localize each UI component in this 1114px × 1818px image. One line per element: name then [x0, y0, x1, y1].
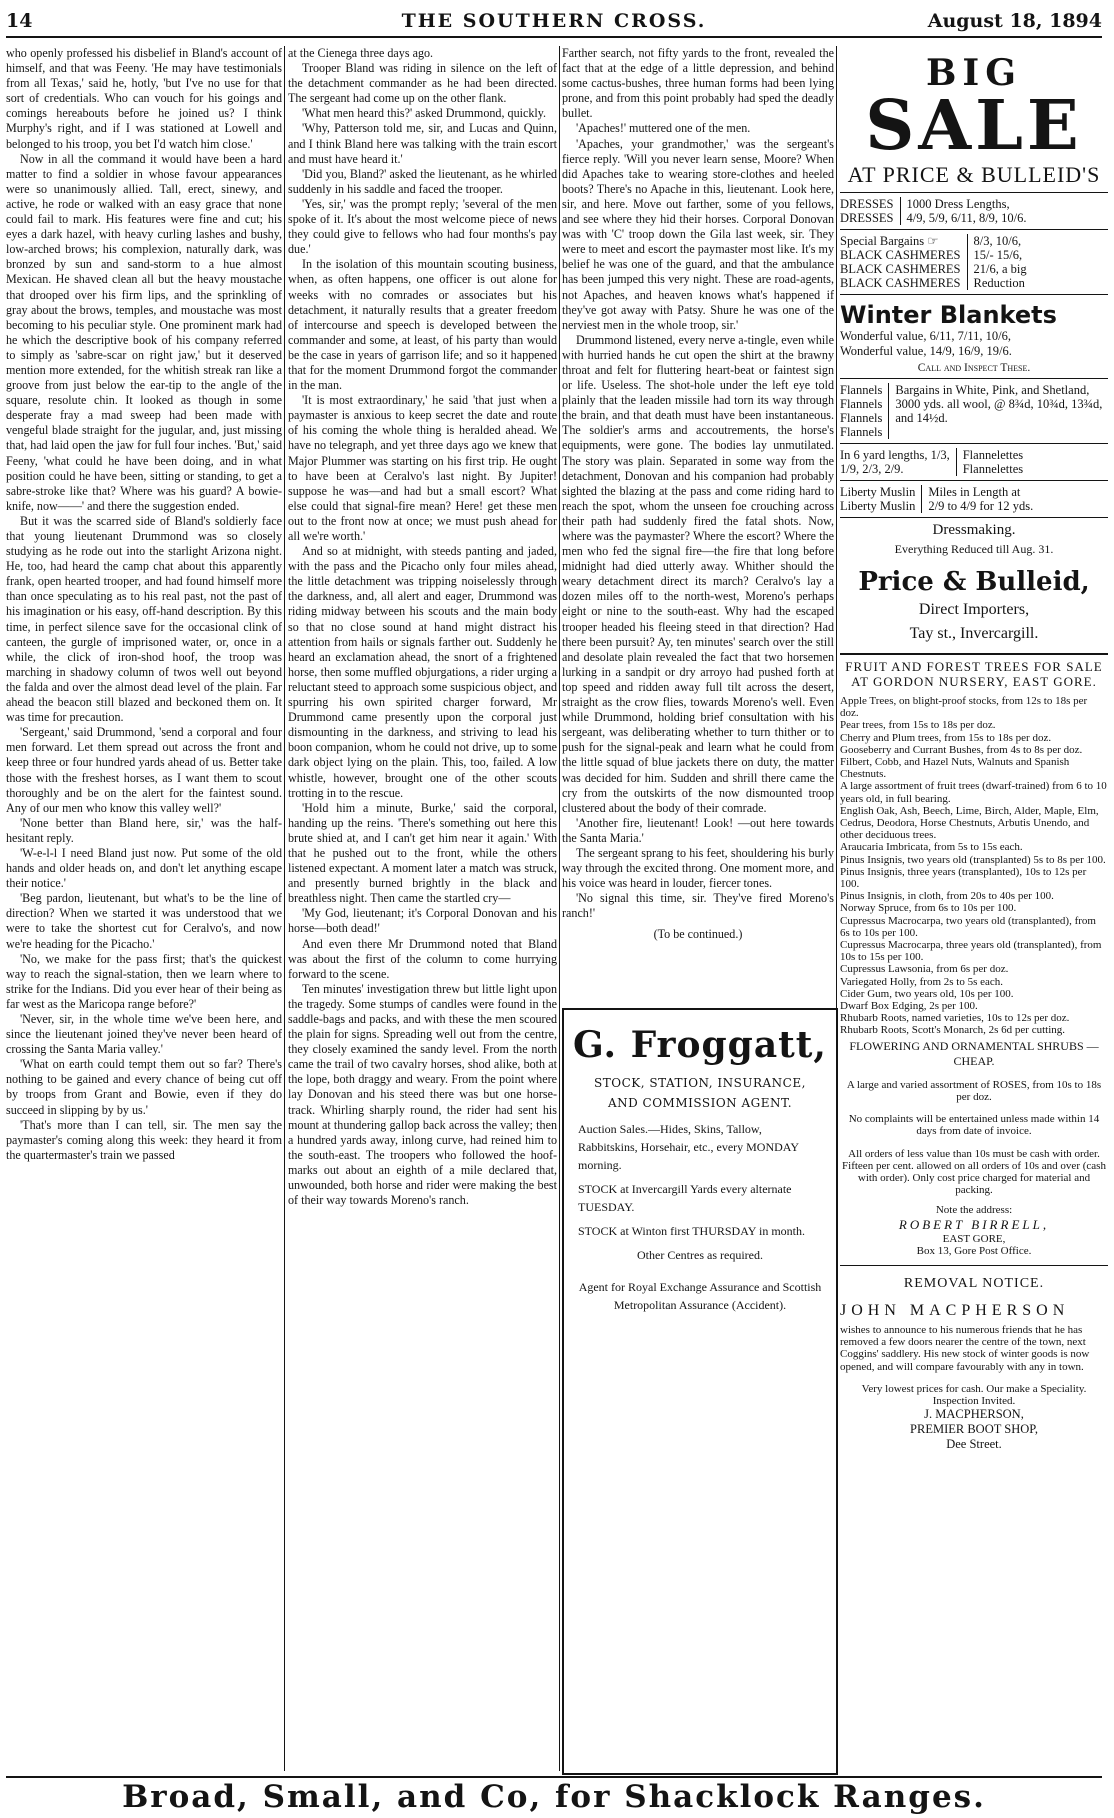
- macpherson-sign: J. MACPHERSON,: [924, 1407, 1024, 1422]
- price-bulleid-name: Price & Bulleid,: [858, 567, 1090, 597]
- story-paragraph: 'None better than Bland here, sir,' was the half-hesitant reply.: [6, 815, 282, 845]
- story-paragraph: 'Apaches!' muttered one of the men.: [576, 121, 751, 136]
- flannels-prices: Bargains in White, Pink, and Shetland, 3000 yds. all wool, @ 8¾d, 10¾d, 13¾d, and 14½d.: [895, 383, 1103, 425]
- advert-column: [840, 46, 1108, 1773]
- story-paragraph: 'Hold him a minute, Burke,' said the corporal, handing up the reins. 'There's something out here this brute shied at, and I can't get him near it again.' With that he pushed out to the front, while the others listened expectant. A moment later a match was struck, and presently burned brightly in the black and breathless night. Then came the startled cry—: [288, 800, 557, 906]
- big-heading: BIG: [925, 52, 1022, 94]
- froggatt-body: [564, 1110, 836, 1314]
- story-paragraph: 'Beg pardon, lieutenant, but what's to be the line of direction? When we started it was understood that we were to take the shortest cut for Ceralvo's, and now we're heading for the Picacho.': [6, 891, 282, 951]
- footer-banner: Broad, Small, and Co, for Shacklock Ranges.: [6, 1776, 1102, 1814]
- flannelettes-label: Flannelettes Flannelettes: [962, 448, 1024, 476]
- story-paragraph: Ten minutes' investigation threw but little light upon the tragedy. Some stumps of candles were found in the saddle-bags and packs, and with these the men scoured the plain for signs. Spreading well out from the centre, they closely examined the sandy level. From the north came the trail of two cavalry horses, shod alike, both at the lope, both draggy and weary. From the point where lay Donovan and his steed there was but one horse-track. Whirling sharply round, the rider had sent his mount at thundering gallop back across the valley; then a hundred yards away, inlong curve, had reined him to the south-east. The troopers who followed the hoof-marks out about an eighth of a mile declared that, unwounded, both horse and rider were making the best of their way towards Moreno's ranch.: [288, 981, 557, 1208]
- nursery-item: Rhubarb Roots, named varieties, 10s to 12s per doz.: [840, 1012, 1070, 1025]
- column-rule: [559, 46, 560, 1771]
- froggatt-subtitle-2: AND COMMISSION AGENT.: [607, 1096, 793, 1110]
- birrell-town: EAST GORE,: [942, 1232, 1006, 1245]
- orders-note: All orders of less value than 10s must be cash with order. Fifteen per cent. allowed on all orders of 10s and over (cash with order). Only cost price charged for material and packing.: [842, 1147, 1106, 1197]
- direct-importers: Direct Importers,: [918, 601, 1030, 618]
- froggatt-agent: Agent for Royal Exchange Assurance and Scottish Metropolitan Assurance (Accident).: [578, 1280, 822, 1312]
- dressmaking: Dressmaking.: [932, 522, 1016, 538]
- nursery-item: Rhubarb Roots, Scott's Monarch, 2s 6d per cutting.: [840, 1024, 1066, 1037]
- divider: [840, 480, 1108, 481]
- removal-invite: Inspection Invited.: [932, 1394, 1016, 1407]
- story-paragraph: 'Never, sir, in the whole time we've been here, and since the lieutenant joined they've never been heard of crossing the Santa Maria valley.': [6, 1012, 282, 1057]
- froggatt-stock-winton: STOCK at Winton first THURSDAY in month.: [578, 1224, 805, 1238]
- divider: [840, 378, 1108, 379]
- nursery-item: Pinus Insignis, three years (transplanted), 10s to 12s per 100.: [840, 865, 1087, 891]
- cashmeres-prices: 8/3, 10/6, 15/- 15/6, 21/6, a big Reduction: [973, 234, 1027, 290]
- story-paragraph: 'That's more than I can tell, sir. The men say the paymaster's coming along this week: they heard it from the quartermaster's train we passed: [6, 1117, 282, 1162]
- removal-title: REMOVAL NOTICE.: [903, 1275, 1045, 1291]
- flannels-label: Flannels Flannels Flannels Flannels: [840, 383, 889, 439]
- story-paragraph: 'What on earth could tempt them out so far? There's nothing to be gained and every chance of being cut off by troops from Grant and Bowie, even if they do succeed in slipping by by us.': [6, 1057, 282, 1117]
- liberty-table: [840, 485, 1108, 513]
- froggatt-other-centres: Other Centres as required.: [637, 1248, 763, 1262]
- roses-note: A large and varied assortment of ROSES, from 10s to 18s per doz.: [846, 1078, 1102, 1103]
- dresses-label: DRESSES DRESSES: [840, 197, 901, 225]
- birrell-name: ROBERT BIRRELL,: [898, 1216, 1050, 1232]
- divider: [840, 294, 1108, 295]
- story-paragraph: Now in all the command it would have been a hard matter to find a soldier in whose favour appearances were so unanimously allied. Tall, erect, sinewy, and active, he rode or walked with an easy grace that none could fail to mark. His features were fine and cut; his eyes a dark hazel, with heavy curling lashes and bushy, low-arched brows; his complexion, naturally dark, was bronzed by sun and sand-storm to a hue almost Mexican. He shaved clean all but the heavy moustache that drooped over his firm lips, and the sprinkling of gray about the brows, temples, and moustache was most becoming to his peculiar style. One prominent mark had he which the descriptive book of his company referred to simply as 'sabre-scar on right jaw,' but it deserved mention more extended, for the whitish streak ran like a groove from just below the ear-tip to the angle of the square, resolute chin. It looked as though in some desperate fray a mad sweep had been made with vengeful blade straight for the jugular, and, just missing that, had laid open the jaw for full four inches. 'But,' said Feeny, 'what could he have been doing, and in what position could he have been, sitting or standing, to get a sabre-stroke like that? Where was his guard? A bowie-knife, now——' and there the suggestion ended.: [6, 151, 282, 513]
- wonderful-value: Wonderful value, 6/11, 7/11, 10/6, Wonderful value, 14/9, 16/9, 19/6.: [840, 329, 1012, 358]
- story-paragraph: 'What men heard this?' asked Drummond, quickly.: [302, 106, 547, 121]
- story-paragraph: 'No signal this time, sir. They've fired Moreno's ranch!': [562, 891, 834, 921]
- liberty-prices: Miles in Length at 2/9 to 4/9 for 12 yds.: [928, 485, 1034, 513]
- nursery-item: English Oak, Ash, Beech, Lime, Birch, Alder, Maple, Elm, Cedrus, Deodora, Horse Chestnuts, Arbutis Unendo, and other deciduous trees.: [840, 804, 1099, 842]
- story-paragraph: 'Apaches, your grandmother,' was the sergeant's fierce reply. 'Will you never learn sense, Moore? When did Apaches take to wearing store-clothes and heeled boots? There's no Apache in this, lieutenant. Look here, sir, and here. Move out farther, some of you fellows, and see where they hid their horses. Corporal Donovan was with 'C' troop down the Gila last week, sir. They were to meet and escort the paymaster most like. It's my belief he was one of the guard, and that the ambulance has been jumped this very night. These are road-agents, not Apaches, and heaven knows what's happened if they've got away with Patsy. Shure he was one of the nerviest men in the whole troop, sir.': [562, 136, 834, 332]
- nursery-item: Apple Trees, on blight-proof stocks, from 12s to 18s per doz.: [840, 695, 1088, 720]
- story-paragraph: at the Cienega three days ago.: [288, 46, 434, 60]
- divider: [840, 1265, 1108, 1266]
- liberty-label: Liberty Muslin Liberty Muslin: [840, 485, 922, 513]
- nursery-item: A large assortment of fruit trees (dwarf-trained) from 6 to 10 years old, in full bearing.: [840, 780, 1107, 805]
- newspaper-title: THE SOUTHERN CROSS.: [401, 10, 707, 32]
- nursery-title: FRUIT AND FOREST TREES FOR SALE AT GORDON NURSERY, EAST GORE.: [845, 659, 1103, 689]
- story-paragraph: Farther search, not fifty yards to the front, revealed the fact that at the edge of a little depression, and behind some cactus-bushes, three human forms had been lying prone, and from this point probably had sped the deadly bullet.: [562, 46, 834, 121]
- story-paragraph: In the isolation of this mountain scouting business, when, as often happens, one officer is out alone for weeks with no comrades or associates but his detachment, it naturally results that a greater freedom of intercourse and speech is developed between the commander and some, at least, of his party than would be the case in years of garrison life; and so it happened that for the moment Drummond forgot the commander in the man.: [288, 257, 557, 393]
- froggatt-auction: Auction Sales.—Hides, Skins, Tallow, Rabbitskins, Horsehair, etc., every MONDAY morning.: [578, 1122, 799, 1172]
- nursery-list: [840, 695, 1108, 1037]
- story-paragraph: 'Did you, Bland?' asked the lieutenant, as he whirled suddenly in his saddle and faced the trooper.: [288, 166, 557, 196]
- story-paragraph: 'No, we make for the pass first; that's the quickest way to reach the signal-station, then we learn where to strike for the Indians. Did you ever hear of their being as far west as the Maricopa range before?': [6, 951, 282, 1011]
- page-header: [6, 8, 1102, 38]
- froggatt-stock-invercargill: STOCK at Invercargill Yards every alternate TUESDAY.: [578, 1182, 792, 1214]
- dresses-prices: 1000 Dress Lengths, 4/9, 5/9, 6/11, 8/9, 10/6.: [906, 197, 1027, 225]
- complaints-note: No complaints will be entertained unless made within 14 days from date of invoice.: [848, 1113, 1100, 1138]
- call-inspect: Call and Inspect These.: [917, 362, 1031, 374]
- removal-body: wishes to announce to his numerous friends that he has removed a few doors nearer the centre of the town, next Coggins' saddlery. His new stock of winter goods is now opened, and will compare favourably with any in town.: [840, 1323, 1090, 1373]
- story-paragraph: who openly professed his disbelief in Bland's account of himself, and that was Feeny. 'He may have testimonials from all Texas,' said he, hotly, 'but I've no use for that sort of credentials. Who can vouch for his goings and comings hereabouts before he joined us? I think Murphy's right, and if I was stationed at Lowell and belonged to his troop, you bet I'd watch him close.': [6, 46, 282, 151]
- price-bulleid-heading: AT PRICE & BULLEID'S: [847, 162, 1101, 187]
- nursery-item: Araucaria Imbricata, from 5s to 15s each.: [840, 841, 1023, 854]
- nursery-item: Cupressus Macrocarpa, two years old (transplanted), from 6s to 10s per 100.: [840, 914, 1096, 939]
- story-paragraph: 'My God, lieutenant; it's Corporal Donovan and his horse—both dead!': [288, 906, 557, 936]
- story-paragraph: The sergeant sprang to his feet, shouldering his burly way through the excited throng. One moment more, and his voice was heard in louder, fiercer tones.: [562, 845, 834, 891]
- nursery-item: Gooseberry and Currant Bushes, from 4s to 8s per doz.: [840, 743, 1083, 756]
- nursery-item: Cupressus Lawsonia, from 6s per doz.: [840, 963, 1009, 976]
- divider: [840, 443, 1108, 444]
- story-paragraph: 'Yes, sir,' was the prompt reply; 'several of the men spoke of it. It's about the most welcome piece of news they could give to fellows who had four months's pay due.': [288, 196, 557, 257]
- nursery-item: Dwarf Box Edging, 2s per 100.: [840, 1000, 978, 1013]
- story-paragraph: 'It is most extraordinary,' he said 'that just when a paymaster is anxious to keep secret the date and route of his coming the whole thing is heralded ahead. We have no telegraph, and yet three days ago we knew that Major Plummer was starting on his first trip. He ought to have been at Ceralvo's last night. By Jupiter! suppose he was—and had but a small escort? What else could that signal-fire mean? Here! get these men out to the front now at once; we must push ahead for all we're worth.': [288, 393, 557, 543]
- story-column-2: [288, 46, 557, 1773]
- nursery-item: Pinus Insignis, in cloth, from 20s to 40s per 100.: [840, 890, 1054, 903]
- divider: [840, 653, 1108, 655]
- flowering-shrubs: FLOWERING AND ORNAMENTAL SHRUBS — CHEAP.: [849, 1038, 1099, 1068]
- reduced-notice: Everything Reduced till Aug. 31.: [894, 542, 1054, 556]
- story-paragraph: 'Why, Patterson told me, sir, and Lucas and Quinn, and I think Bland here was talking with the train escort and must have heard it.': [288, 121, 557, 166]
- flannels-table: [840, 383, 1108, 439]
- flannelettes-table: [840, 448, 1108, 476]
- address-note: Note the address:: [935, 1204, 1013, 1217]
- cashmeres-label: Special Bargains ☞ BLACK CASHMERES BLACK CASHMERES BLACK CASHMERES: [840, 234, 968, 290]
- issue-date: August 18, 1894: [927, 10, 1102, 32]
- dee-street: Dee Street.: [946, 1437, 1002, 1452]
- to-be-continued: (To be continued.): [653, 927, 743, 942]
- nursery-item: Pinus Insignis, two years old (transplanted) 5s to 8s per 100.: [840, 853, 1106, 866]
- nursery-item: Norway Spruce, from 6s to 10s per 100.: [840, 902, 1017, 915]
- yard-lengths: In 6 yard lengths, 1/3, 1/9, 2/3, 2/9.: [840, 448, 957, 476]
- birrell-box: Box 13, Gore Post Office.: [916, 1244, 1032, 1257]
- nursery-item: Cupressus Macrocarpa, three years old (transplanted), from 10s to 15s per 100.: [840, 939, 1102, 964]
- cashmeres-table: [840, 234, 1108, 290]
- nursery-item: Cherry and Plum trees, from 15s to 18s per doz.: [840, 731, 1052, 744]
- story-paragraph: Trooper Bland was riding in silence on the left of the detachment commander as he had been directed. The sergeant had come up on the other flank.: [288, 61, 557, 106]
- divider: [840, 229, 1108, 230]
- story-paragraph: 'Another fire, lieutenant! Look! —out here towards the Santa Maria.': [562, 815, 834, 845]
- nursery-item: Variegated Holly, from 2s to 5s each.: [840, 975, 1004, 988]
- story-paragraph: 'W-e-l-l I need Bland just now. Put some of the old hands and older heads on, and don't let anything escape their notice.': [6, 845, 282, 891]
- column-rule: [284, 46, 285, 1771]
- froggatt-advert: [562, 1008, 838, 1775]
- nursery-item: Filbert, Cobb, and Hazel Nuts, Walnuts and Spanish Chestnuts.: [840, 756, 1070, 781]
- removal-prices: Very lowest prices for cash. Our make a Speciality.: [861, 1382, 1087, 1395]
- story-paragraph: 'Sergeant,' said Drummond, 'send a corporal and four men forward. Let them spread out across the front and keep three or four hundred yards ahead of us. Better take those with the freshest horses, as I want them to scout thoroughly and be on the alert for the faintest sound. Any of our men who know this valley well?': [6, 725, 282, 815]
- story-column-3: [562, 46, 834, 1006]
- winter-blankets-heading: Winter Blankets: [840, 301, 1057, 329]
- macpherson-name: JOHN MACPHERSON: [840, 1301, 1070, 1319]
- nursery-item: Pear trees, from 15s to 18s per doz.: [840, 719, 996, 732]
- story-paragraph: And so at midnight, with steeds panting and jaded, with the pass and the Picacho only four miles ahead, the little detachment was tripping noiselessly through the darkness, and, all alert and eager, Drummond was riding midway between his scouts and the main body so that no close sound at hand might distract his attention from hails or signals farther out. Suddenly he heard an exclamation ahead, the snort of a frightened horse, then some muffled objurgations, a rider urging a reluctant steed to approach some suspicious object, and spurring his own spirited charger forward, Mr Drummond came presently upon the corporal just dismounting in the darkness, and striving to lead his boon companion, whom he could not drive, up to some dark object lying on the plain. This, too, failed. A low whistle, however, brought one of the other scouts trotting in to the rescue.: [288, 544, 557, 800]
- divider: [840, 192, 1108, 193]
- nursery-item: Cider Gum, two years old, 10s per 100.: [840, 987, 1014, 1000]
- story-paragraph: And even there Mr Drummond noted that Bland was about the first of the column to come hurrying forward to the scene.: [288, 936, 557, 981]
- page-number: 14: [6, 10, 33, 32]
- story-paragraph: Drummond listened, every nerve a-tingle, even while with hurried hands he cut open the shirt at the brawny throat and felt for fluttering heart-beat or faintest sign or life. Useless. The shot-hole under the left eye told plainly that the leaden missile had torn its way through the brain, and that death must have been instantaneous. The soldier's arms and accoutrements, the horse's equipments, were gone. The bodies lay unmutilated. The story was plain. Separated in some way from the detachment, Donovan and his companion had probably sighted the blazing at the pass and come riding hard to reach the spot, whom the unseen foe crouching across their path had suddenly fired the fatal shots. Now, where was the paymaster? Where the escort? Where the men who fed the signal fire—the fire that long before midnight had died utterly away. Whither should the weary detachment direct its march? Ceralvo's lay a dozen miles off to the north-west, Moreno's perhaps eight or nine to the south-east. Why had the escaped trooper headed his fleeing steed in that direction? Had there been pursuit? Ay, ten minutes' search over the still and desolate plain revealed the fact that two horsemen lurking in a sandpit or dry arroyo had pushed forth at top speed and ridden away full tilt across the desert, straight as the crow flies, towards Moreno's well. Even while Drummond, holding brief consultation with his sergeant, was deliberating whether to turn thither or to push for the signal-peak and learn what he could from the little squad of blue jackets there on duty, the matter was decided for him. Sudden and shrill there came the cry from the outskirts of the now dismounted troop clustered about the body of their comrade.: [562, 332, 834, 815]
- sale-heading: SALE: [865, 86, 1083, 166]
- story-column-1: [6, 46, 282, 1773]
- divider: [840, 517, 1108, 518]
- froggatt-name: G. Froggatt,: [573, 1024, 827, 1066]
- story-paragraph: But it was the scarred side of Bland's soldierly face that young lieutenant Drummond was so closely studying as he rode out into the starlight Arizona night. He, too, had heard the camp chat about this apparently frank, open hearted trooper, and had found himself more than once speculating as to his real past, not the past of his imagination or his easy, off-hand description. By this time, in perfect silence save for the occasional clink of canteen, the gurgle of imprisoned water, or, once in a while, the click of iron-shod hoof, the troop was marching in shadowy column of twos well out beyond the falda and over the almost dead level of the plain. Far ahead the beacon still blazed and beckoned them on. It was time for precaution.: [6, 513, 282, 725]
- tay-street: Tay st., Invercargill.: [909, 625, 1039, 642]
- dresses-table: [840, 197, 1108, 225]
- boot-shop: PREMIER BOOT SHOP,: [910, 1422, 1038, 1437]
- froggatt-subtitle-1: STOCK, STATION, INSURANCE,: [594, 1076, 806, 1090]
